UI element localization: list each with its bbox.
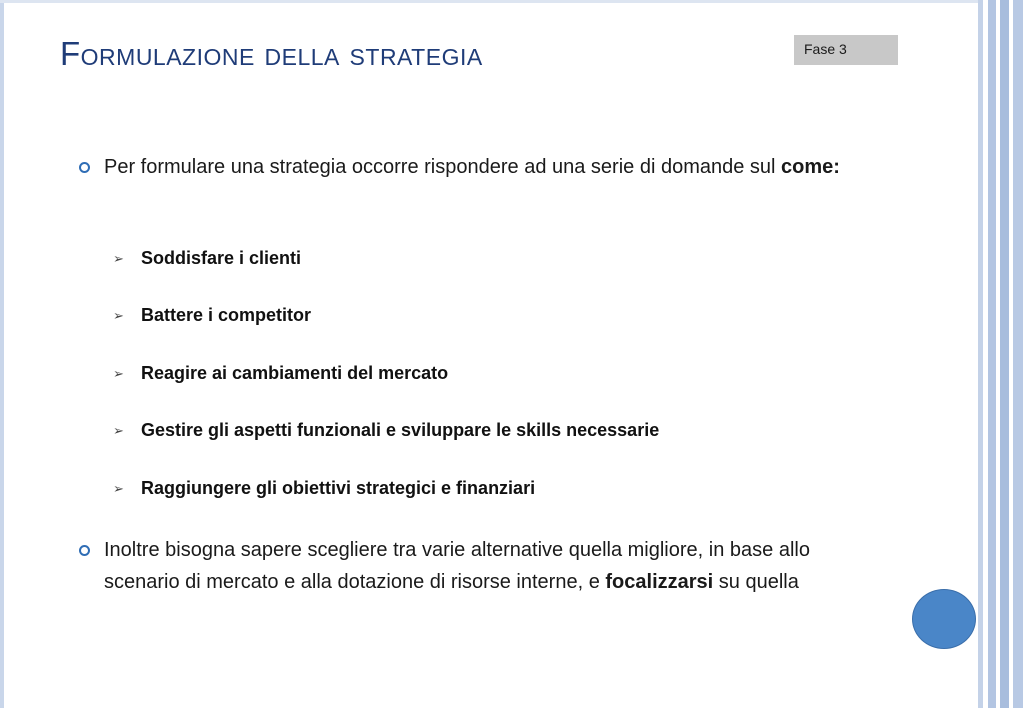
arrow-bullet-icon: ➢ [113, 251, 124, 266]
bullet-marker-icon [79, 162, 90, 173]
sub-bullet-text: Raggiungere gli obiettivi strategici e finanziari [141, 478, 536, 498]
sub-bullet-item [113, 304, 312, 326]
arrow-bullet-icon: ➢ [113, 366, 124, 381]
bullet-text-bold: come: [781, 156, 840, 178]
frame-stripe [1013, 0, 1023, 708]
frame-left-border [0, 0, 4, 708]
arrow-bullet-icon: ➢ [113, 423, 124, 438]
sub-bullet-item [113, 419, 660, 441]
sub-bullet-text: Battere i competitor [141, 305, 312, 325]
arrow-bullet-icon: ➢ [113, 481, 124, 496]
sub-bullet-item [113, 247, 302, 269]
frame-stripe [988, 0, 996, 708]
slide-title: Formulazione della strategia [60, 35, 483, 72]
sub-bullet-text: Reagire ai cambiamenti del mercato [141, 363, 449, 383]
bullet-marker-icon [79, 545, 90, 556]
bullet-text: Inoltre bisogna sapere scegliere tra varie alternative quella migliore, in base allo scenario di mercato e alla dotazione di risorse interne, e [104, 539, 810, 593]
frame-stripe [978, 0, 983, 708]
bullet-text: Per formulare una strategia occorre rispondere ad una serie di domande sul [104, 156, 782, 178]
sub-bullet-item [113, 477, 536, 499]
frame-top-border [0, 0, 980, 3]
bullet-item [104, 534, 874, 598]
arrow-bullet-icon: ➢ [113, 308, 124, 323]
bullet-text-bold: focalizzarsi [605, 571, 714, 593]
phase-tag: Fase 3 [794, 35, 898, 65]
sub-bullet-text: Gestire gli aspetti funzionali e sviluppare le skills necessarie [141, 420, 660, 440]
sub-bullet-item [113, 362, 449, 384]
bullet-item [104, 151, 884, 183]
accent-circle [912, 589, 976, 649]
frame-stripe [1000, 0, 1009, 708]
sub-bullet-text: Soddisfare i clienti [141, 248, 302, 268]
bullet-text-tail: su quella [713, 571, 799, 593]
